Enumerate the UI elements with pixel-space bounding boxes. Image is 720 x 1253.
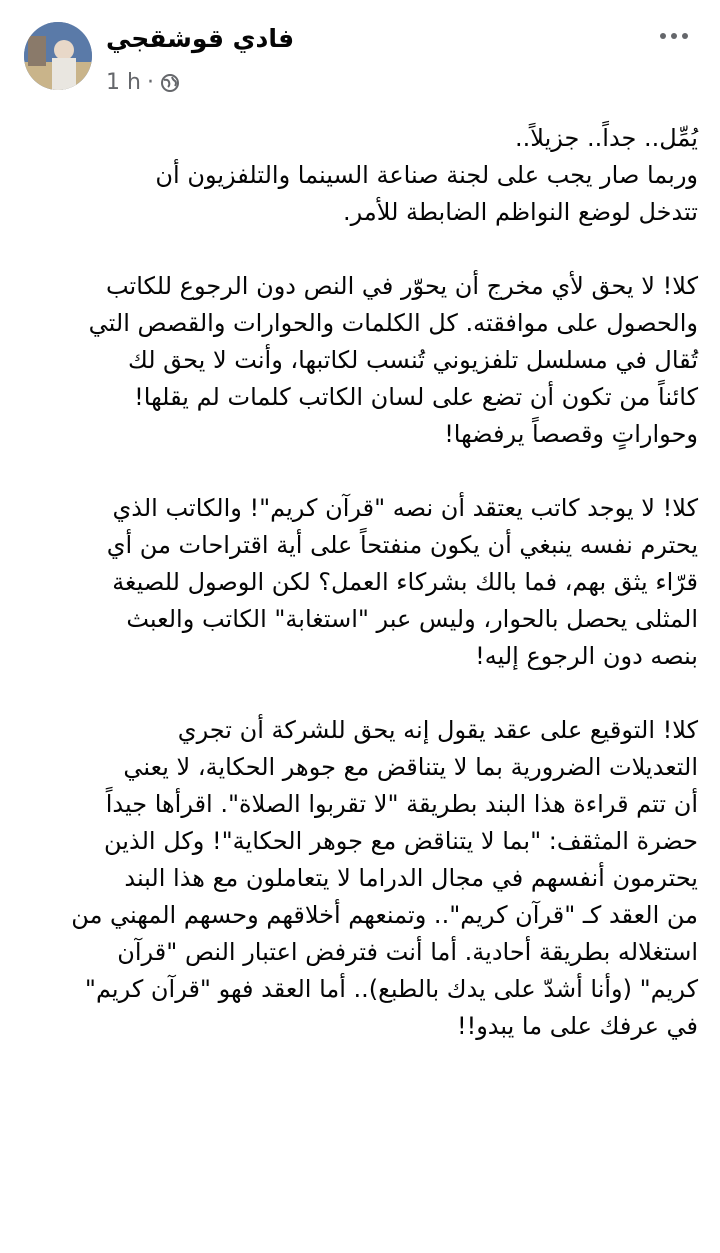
text-line: يُمِّل.. جداً.. جزيلاً..	[515, 124, 698, 152]
text-line: قرّاء يثق بهم، فما بالك بشركاء العمل؟ لكن الوصول للصيغة	[112, 568, 698, 596]
text-line: والحصول على موافقته. كل الكلمات والحوارات والقصص التي	[88, 309, 698, 337]
text-line: أن تتم قراءة هذا البند بطريقة "لا تقربوا الصلاة". اقرأها جيداً	[105, 790, 698, 818]
dot-icon	[682, 33, 688, 39]
post-paragraph	[20, 120, 698, 231]
text-line: المثلى يحصل بالحوار، وليس عبر "استغابة" الكاتب والعبث	[126, 605, 698, 633]
post-paragraph	[20, 490, 698, 675]
text-line: كريم" (وأنا أشدّ على يدك بالطبع).. أما العقد فهو "قرآن كريم"	[84, 975, 698, 1003]
text-line: بنصه دون الرجوع إليه!	[475, 642, 698, 670]
dot-icon	[660, 33, 666, 39]
text-line: وحواراتٍ وقصصاً يرفضها!	[444, 420, 698, 448]
text-line: كلا! التوقيع على عقد يقول إنه يحق للشركة أن تجري	[177, 716, 698, 744]
profile-avatar[interactable]	[24, 22, 92, 90]
meta-separator: ·	[146, 70, 154, 95]
author-name[interactable]: فادي قوشقجي	[106, 24, 295, 53]
text-line: وربما صار يجب على لجنة صناعة السينما والتلفزيون أن	[155, 161, 698, 189]
dot-icon	[671, 33, 677, 39]
more-options-button[interactable]	[654, 26, 694, 46]
text-line: التعديلات الضرورية بما لا يتناقض مع جوهر الحكاية، لا يعني	[123, 753, 698, 781]
text-line: استغلاله بطريقة أحادية. أما أنت فترفض اعتبار النص "قرآن	[117, 938, 698, 966]
post-paragraph	[20, 268, 698, 453]
text-line: كلا! لا يحق لأي مخرج أن يحوّر في النص دون الرجوع للكاتب	[105, 272, 698, 300]
post-body	[20, 120, 698, 1082]
text-line: كائناً من تكون أن تضع على لسان الكاتب كلمات لم يقلها!	[134, 383, 698, 411]
text-line: تُقال في مسلسل تلفزيوني تُنسب لكاتبها، وأنت لا يحق لك	[127, 346, 698, 374]
post-meta	[106, 70, 180, 95]
text-line: تتدخل لوضع النواظم الضابطة للأمر.	[343, 198, 698, 226]
post-header	[0, 0, 720, 110]
text-line: من العقد كـ "قرآن كريم".. وتمنعهم أخلاقهم وحسهم المهني من	[71, 901, 698, 929]
post-time[interactable]: 1 h	[106, 70, 141, 95]
text-line: يحترمون أنفسهم في مجال الدراما لا يتعاملون مع هذا البند	[124, 864, 698, 892]
globe-icon[interactable]	[160, 73, 180, 93]
post-paragraph	[20, 712, 698, 1045]
text-line: كلا! لا يوجد كاتب يعتقد أن نصه "قرآن كريم"! والكاتب الذي	[112, 494, 698, 522]
text-line: يحترم نفسه ينبغي أن يكون منفتحاً على أية اقتراحات من أي	[106, 531, 698, 559]
text-line: حضرة المثقف: "بما لا يتناقض مع جوهر الحكاية"! وكل الذين	[104, 827, 698, 855]
text-line: في عرفك على ما يبدو!!	[456, 1012, 698, 1040]
